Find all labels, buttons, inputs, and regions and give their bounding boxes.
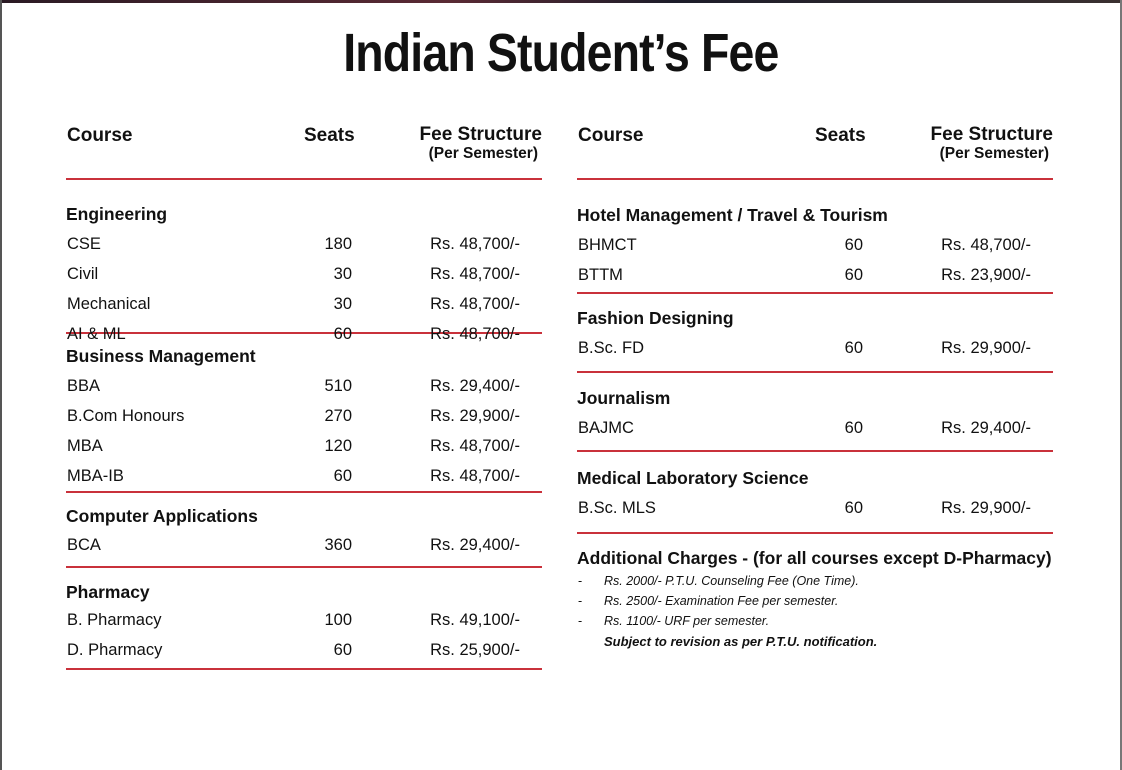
charge-text: Rs. 2000/- P.T.U. Counseling Fee (One Time). xyxy=(604,574,859,588)
table-row xyxy=(66,431,542,461)
seats-value: 60 xyxy=(844,419,863,437)
group-computer-applications xyxy=(66,493,542,568)
table-row xyxy=(577,413,1053,443)
seats-value: 30 xyxy=(333,295,352,313)
bullet-dash: - xyxy=(578,614,583,628)
group-journalism xyxy=(577,373,1053,452)
charge-text: Rs. 2500/- Examination Fee per semester. xyxy=(604,594,839,608)
seats-value: 60 xyxy=(844,339,863,357)
category-heading: Engineering xyxy=(66,204,168,224)
fee-value: Rs. 29,900/- xyxy=(941,339,1031,357)
fee-value: Rs. 48,700/- xyxy=(430,265,520,283)
table-row xyxy=(66,401,542,431)
header-fee-title: Fee Structure xyxy=(419,124,542,145)
fee-value: Rs. 25,900/- xyxy=(430,641,520,659)
fee-value: Rs. 29,900/- xyxy=(430,407,520,425)
group-business-management xyxy=(66,334,542,493)
seats-value: 180 xyxy=(324,235,352,253)
fee-value: Rs. 48,700/- xyxy=(430,437,520,455)
header-fee xyxy=(931,125,1053,163)
course-name: Civil xyxy=(67,265,99,283)
category-heading: Pharmacy xyxy=(66,582,150,602)
fee-value: Rs. 48,700/- xyxy=(430,325,520,343)
header-course: Course xyxy=(67,125,133,146)
category-heading: Medical Laboratory Science xyxy=(577,468,809,488)
course-name: D. Pharmacy xyxy=(67,641,163,659)
seats-value: 100 xyxy=(324,611,352,629)
fee-value: Rs. 29,900/- xyxy=(941,499,1031,517)
course-name: BAJMC xyxy=(578,419,634,437)
seats-value: 60 xyxy=(333,641,352,659)
course-name: B.Sc. FD xyxy=(578,339,645,357)
category-heading: Business Management xyxy=(66,346,256,366)
group-pharmacy xyxy=(66,568,542,670)
table-header xyxy=(577,120,1053,180)
revision-note: Subject to revision as per P.T.U. notification. xyxy=(604,634,878,649)
page-title: Indian Student’s Fee xyxy=(343,23,779,83)
header-fee-title: Fee Structure xyxy=(930,124,1053,145)
top-image-strip xyxy=(0,0,1122,3)
seats-value: 60 xyxy=(844,236,863,254)
bullet-dash: - xyxy=(578,574,583,588)
header-fee-subtitle: (Per Semester) xyxy=(939,145,1049,162)
course-name: BHMCT xyxy=(578,236,637,254)
seats-value: 270 xyxy=(324,407,352,425)
list-item xyxy=(577,591,1057,611)
left-border xyxy=(0,0,2,770)
fee-value: Rs. 48,700/- xyxy=(430,235,520,253)
seats-value: 60 xyxy=(333,325,352,343)
fee-table-left xyxy=(66,120,542,670)
list-item xyxy=(577,571,1057,591)
table-row xyxy=(66,371,542,401)
header-seats: Seats xyxy=(304,125,355,146)
additional-charges xyxy=(577,545,1057,653)
course-name: B.Sc. MLS xyxy=(578,499,656,517)
table-row xyxy=(66,259,542,289)
table-row xyxy=(66,605,542,635)
table-row xyxy=(577,260,1053,290)
header-course: Course xyxy=(578,125,644,146)
course-name: MBA xyxy=(67,437,103,455)
table-row xyxy=(66,461,542,491)
charge-text: Rs. 1100/- URF per semester. xyxy=(604,614,770,628)
seats-value: 60 xyxy=(844,266,863,284)
course-name: Mechanical xyxy=(67,295,151,313)
fee-value: Rs. 23,900/- xyxy=(941,266,1031,284)
fee-value: Rs. 29,400/- xyxy=(430,536,520,554)
seats-value: 30 xyxy=(333,265,352,283)
table-row xyxy=(66,530,542,560)
table-header xyxy=(66,120,542,180)
course-name: CSE xyxy=(67,235,101,253)
group-hotel-management xyxy=(577,180,1053,294)
category-heading: Fashion Designing xyxy=(577,308,734,328)
fee-value: Rs. 29,400/- xyxy=(941,419,1031,437)
table-row xyxy=(577,333,1053,363)
group-engineering xyxy=(66,180,542,343)
fee-value: Rs. 29,400/- xyxy=(430,377,520,395)
list-item xyxy=(577,611,1057,631)
course-name: AI & ML xyxy=(67,325,126,343)
category-heading: Journalism xyxy=(577,388,671,408)
header-seats: Seats xyxy=(815,125,866,146)
course-name: BTTM xyxy=(578,266,623,284)
bullet-dash: - xyxy=(578,594,583,608)
fee-value: Rs. 49,100/- xyxy=(430,611,520,629)
course-name: B. Pharmacy xyxy=(67,611,162,629)
category-heading: Computer Applications xyxy=(66,506,258,526)
seats-value: 510 xyxy=(324,377,352,395)
table-row xyxy=(66,289,542,319)
table-row xyxy=(66,229,542,259)
fee-value: Rs. 48,700/- xyxy=(430,295,520,313)
table-row xyxy=(577,230,1053,260)
fee-value: Rs. 48,700/- xyxy=(430,467,520,485)
seats-value: 60 xyxy=(844,499,863,517)
seats-value: 60 xyxy=(333,467,352,485)
table-row xyxy=(66,319,542,349)
course-name: BBA xyxy=(67,377,101,395)
header-fee-subtitle: (Per Semester) xyxy=(428,145,538,162)
table-row xyxy=(66,635,542,665)
group-fashion-designing xyxy=(577,294,1053,373)
course-name: B.Com Honours xyxy=(67,407,185,425)
seats-value: 120 xyxy=(324,437,352,455)
group-medical-laboratory-science xyxy=(577,452,1053,534)
category-heading: Hotel Management / Travel & Tourism xyxy=(577,205,888,225)
course-name: MBA-IB xyxy=(67,467,124,485)
seats-value: 360 xyxy=(324,536,352,554)
fee-value: Rs. 48,700/- xyxy=(941,236,1031,254)
header-fee xyxy=(420,125,542,163)
fee-table-right xyxy=(577,120,1053,534)
table-row xyxy=(577,493,1053,523)
additional-charges-title: Additional Charges - (for all courses except D-Pharmacy) xyxy=(577,548,1052,568)
course-name: BCA xyxy=(67,536,101,554)
